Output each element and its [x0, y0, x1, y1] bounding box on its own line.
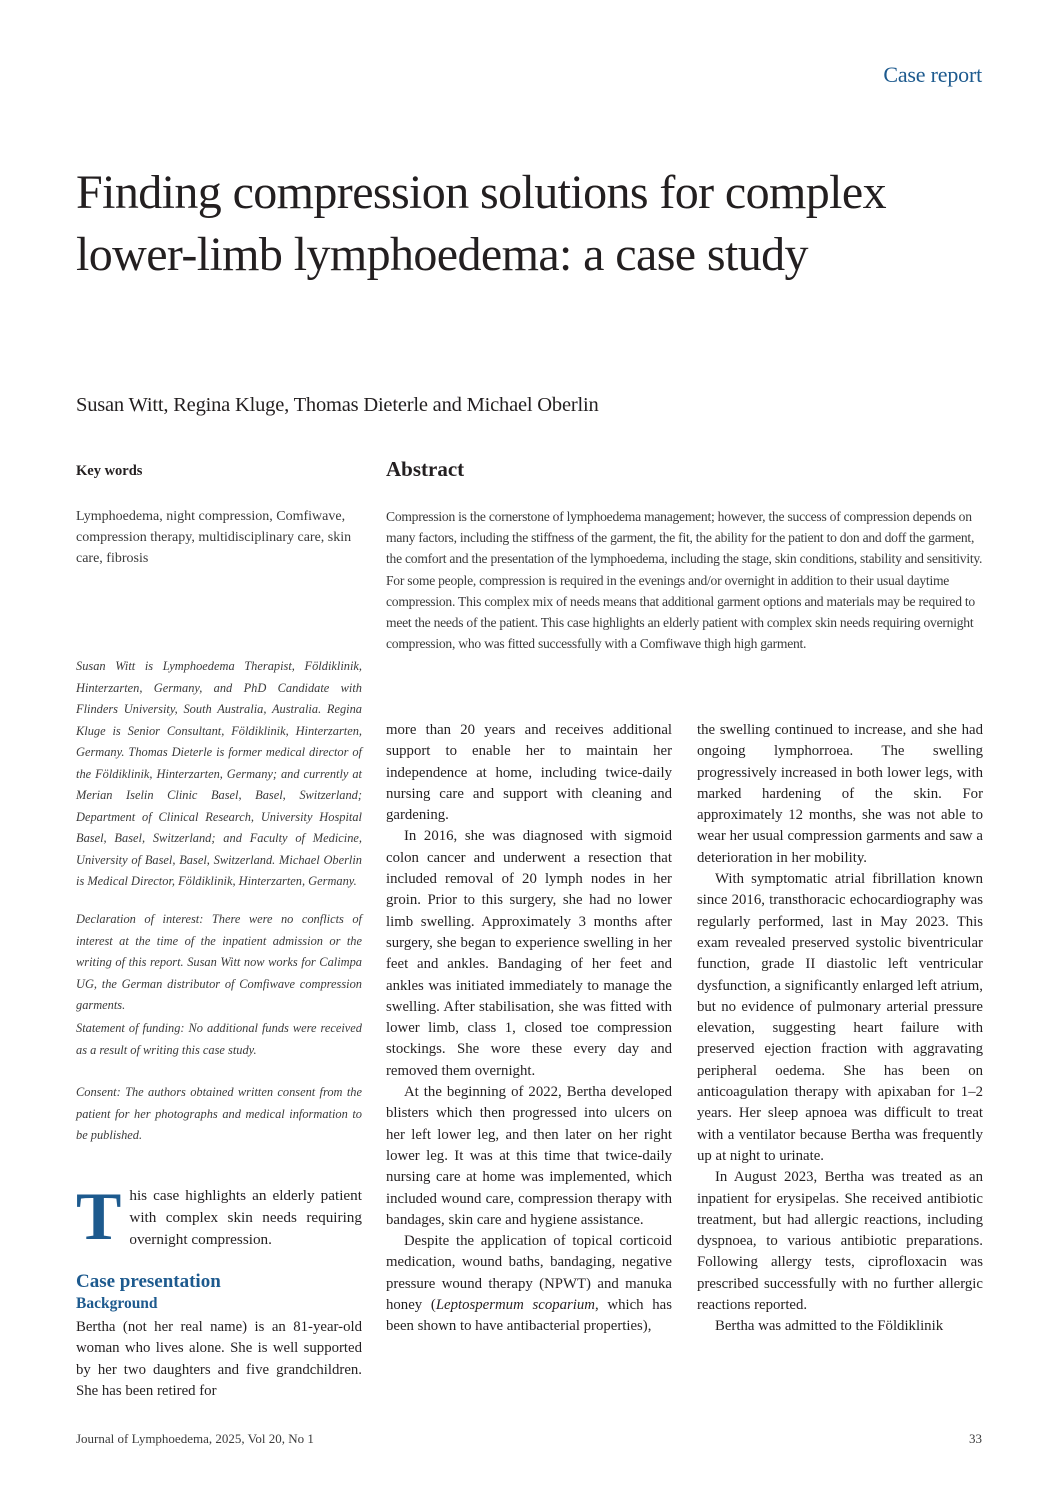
- paragraph: more than 20 years and receives additional support to enable her to maintain her independence at home, including twice-daily nursing care and support with cleaning and gardening.: [386, 722, 672, 824]
- declaration-text: Declaration of interest: There were no conflicts of interest at the time of the inpatient admission or the writing of this report. Susan Witt now works for Calimpa UG, the German distributor of Comfiwave compression garments.: [76, 912, 362, 1012]
- affiliations-text: Susan Witt is Lymphoedema Therapist, Földiklinik, Hinterzarten, Germany, and PhD Candidate with Flinders University, South Australia, Australia. Regina Kluge is Senior Consultant, Földiklinik, Hinterzarten, Germany. Thomas Dieterle is former medical director of the Földiklinik, Hinterzarten, Germany; and currently at Merian Iselin Clinic Basel, Basel, Switzerland; Department of Clinical Research, University Hospital Basel, Basel, Switzerland; and Faculty of Medicine, University of Basel, Basel, Switzerland. Michael Oberlin is Medical Director, Földiklinik, Hinterzarten, Germany.: [76, 659, 362, 888]
- paragraph: At the beginning of 2022, Bertha developed blisters which then progressed into ulcers on her left lower leg, and then later on her right lower leg. It was at this time that twice-daily nursing care at home was implemented, which included wound care, compression therapy with bandages, skin care and hygiene assistance.: [386, 1084, 672, 1228]
- paragraph: Bertha (not her real name) is an 81-year-old woman who lives alone. She is well supported by her two daughters and five grandchildren. She has been retired for: [76, 1319, 362, 1399]
- page-number: 33: [969, 1431, 982, 1446]
- keywords-text: Lymphoedema, night compression, Comfiwave, compression therapy, multidisciplinary care, skin care, fibrosis: [76, 509, 352, 566]
- funding-text: Statement of funding: No additional funds were received as a result of writing this case study.: [76, 1021, 362, 1057]
- paragraph: Bertha was admitted to the Földiklinik: [715, 1318, 944, 1335]
- section-label: Case report: [883, 62, 982, 87]
- consent-text: Consent: The authors obtained written consent from the patient for her photographs and medical information to be published.: [76, 1085, 362, 1142]
- body-column-2: [386, 720, 672, 1338]
- abstract-text: Compression is the cornerstone of lymphoedema management; however, the success of compression depends on many factors, including the stiffness of the garment, the fit, the ability for the patient to don and doff the garment, the comfort and the presentation of the lymphoedema, including the stage, skin conditions, stability and sensitivity. For some people, compression is required in the evenings and/or overnight in addition to their usual daytime compression. This complex mix of needs means that additional garment options and materials may be required to meet the needs of the patient. This case highlights an elderly patient with complex skin needs requiring overnight compression, who was fitted successfully with a Comfiwave thigh high garment.: [386, 509, 983, 652]
- body-column-3: [697, 720, 983, 1338]
- paragraph-text: , which has been shown to have antibacterial properties),: [386, 1297, 672, 1335]
- paragraph: In August 2023, Bertha was treated as an inpatient for erysipelas. She received antibiotic treatment, but had allergic reactions, including dyspnoea, to various antibiotic preparations. Following allergy tests, ciprofloxacin was prescribed successfully with no further allergic reactions reported.: [697, 1169, 983, 1314]
- paragraph: the swelling continued to increase, and she had ongoing lymphorroea. The swelling progressively increased in both lower legs, with marked hardening of the skin. For approximately 12 months, she was not able to wear her usual compression garments and saw a deterioration in her mobility.: [697, 722, 983, 866]
- paragraph-text: Despite the application of topical corticoid medication, wound baths, bandaging, negative pressure wound therapy (NPWT) and manuka honey (: [386, 1233, 672, 1314]
- keywords-heading: Key words: [76, 463, 143, 479]
- paragraph: In 2016, she was diagnosed with sigmoid colon cancer and underwent a resection that included removal of 20 lymph nodes in her groin. Prior to this surgery, she had no lower limb swelling. Approximately 3 months after surgery, she began to experience swelling in her feet and ankles. Bandaging of her feet and ankles was initiated immediately to manage the swelling. After stabilisation, she was fitted with lower limb, class 1, closed toe compression stockings. She wore these every day and removed them overnight.: [386, 828, 672, 1079]
- statement-of-funding: [76, 1018, 362, 1061]
- consent-statement: [76, 1082, 362, 1147]
- abstract-heading: Abstract: [386, 457, 465, 481]
- article-title: Finding compression solutions for complex lower-limb lymphoedema: a case study: [76, 166, 887, 281]
- author-affiliations: [76, 656, 362, 893]
- body-column-1: [76, 1317, 362, 1402]
- intro-text: his case highlights an elderly patient with complex skin needs requiring overnight compression.: [129, 1187, 362, 1248]
- species-name: Leptospermum scoparium: [435, 1297, 595, 1314]
- author-list: Susan Witt, Regina Kluge, Thomas Dieterle and Michael Oberlin: [76, 394, 599, 416]
- subheading-background: Background: [76, 1295, 158, 1312]
- drop-cap: T: [76, 1178, 122, 1254]
- paragraph: [386, 1231, 672, 1337]
- intro-paragraph: [76, 1178, 362, 1254]
- journal-citation: Journal of Lymphoedema, 2025, Vol 20, No 1: [76, 1431, 314, 1446]
- paragraph: With symptomatic atrial fibrillation known since 2016, transthoracic echocardiography was regularly performed, last in May 2023. This exam revealed preserved systolic biventricular function, grade II diastolic left ventricular dysfunction, a significantly enlarged left atrium, but no evidence of pulmonary arterial pressure elevation, suggesting heart failure with preserved ejection fraction with aggravating peripheral oedema. She has been on anticoagulation therapy with apixaban for 1–2 years. Her sleep apnoea was difficult to treat with a ventilator because Bertha was frequently up at night to urinate.: [697, 871, 983, 1164]
- heading-case-presentation: Case presentation: [76, 1271, 221, 1292]
- declaration-of-interest: [76, 909, 362, 1017]
